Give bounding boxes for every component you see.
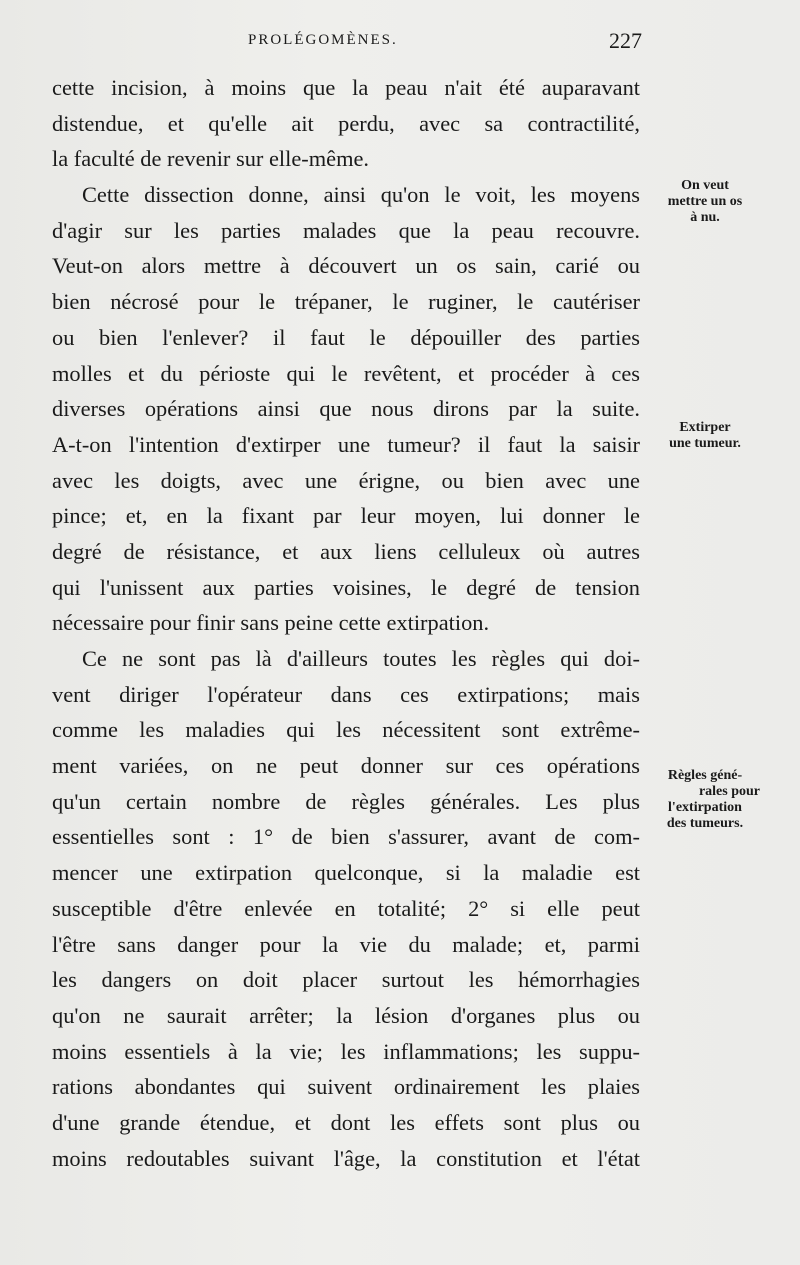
- margin-note-line: Règles géné-: [667, 768, 743, 783]
- text-line: bien nécrosé pour le trépaner, le ruginer, le cautériser: [52, 289, 640, 315]
- margin-note-line: rales pour: [698, 784, 760, 799]
- margin-note-line: mettre un os: [667, 194, 743, 209]
- text-line: Cette dissection donne, ainsi qu'on le voit, les moyens: [82, 182, 640, 208]
- text-line: Veut-on alors mettre à découvert un os sain, carié ou: [52, 253, 640, 279]
- text-line: susceptible d'être enlevée en totalité; 2° si elle peut: [52, 895, 640, 921]
- margin-note: [650, 420, 760, 452]
- margin-note-line: Extirper: [679, 420, 731, 435]
- text-line: comme les maladies qui les nécessitent sont extrême-: [52, 717, 640, 743]
- text-line: degré de résistance, et aux liens celluleux où autres: [52, 538, 640, 564]
- text-line: qui l'unissent aux parties voisines, le degré de tension: [52, 574, 640, 600]
- text-line: ou bien l'enlever? il faut le dépouiller des parties: [52, 324, 640, 350]
- text-line: les dangers on doit placer surtout les hémorrhagies: [52, 967, 640, 993]
- text-line: qu'un certain nombre de règles générales. Les plus: [52, 788, 640, 814]
- margin-note-line: une tumeur.: [669, 436, 741, 451]
- text-line: Ce ne sont pas là d'ailleurs toutes les règles qui doi-: [82, 646, 640, 671]
- body-text: [52, 70, 640, 1176]
- margin-note-line: des tumeurs.: [666, 816, 744, 831]
- text-line: essentielles sont : 1° de bien s'assurer, avant de com-: [52, 824, 640, 850]
- text-line: la faculté de revenir sur elle-même.: [52, 146, 370, 172]
- text-line: rations abondantes qui suivent ordinairement les plaies: [52, 1074, 640, 1100]
- text-line: d'une grande étendue, et dont les effets sont plus ou: [52, 1109, 640, 1135]
- margin-note: [650, 178, 760, 226]
- text-line: diverses opérations ainsi que nous dirons par la suite.: [52, 396, 640, 422]
- text-line: moins redoutables suivant l'âge, la constitution et l'état: [52, 1145, 640, 1171]
- text-line: distendue, et qu'elle ait perdu, avec sa contractilité,: [52, 110, 640, 136]
- text-line: nécessaire pour finir sans peine cette extirpation.: [52, 610, 490, 636]
- text-line: ment variées, on ne peut donner sur ces opérations: [52, 753, 640, 779]
- text-line: moins essentiels à la vie; les inflammations; les suppu-: [52, 1038, 640, 1064]
- text-line: avec les doigts, avec une érigne, ou bien avec une: [52, 467, 640, 493]
- text-line: l'être sans danger pour la vie du malade; et, parmi: [52, 931, 640, 957]
- text-line: qu'on ne saurait arrêter; la lésion d'organes plus ou: [52, 1002, 640, 1028]
- margin-note-line: à nu.: [690, 210, 720, 225]
- text-line: molles et du périoste qui le revêtent, et procéder à ces: [52, 360, 640, 386]
- running-head: PROLÉGOMÈNES.: [248, 32, 398, 48]
- margin-note-line: l'extirpation: [668, 800, 742, 815]
- text-line: cette incision, à moins que la peau n'ait été auparavant: [52, 75, 640, 100]
- page-number: 227: [609, 28, 642, 53]
- margin-note-line: On veut: [681, 178, 729, 193]
- text-line: pince; et, en la fixant par leur moyen, lui donner le: [52, 503, 640, 529]
- page-header: [52, 28, 642, 58]
- text-line: A-t-on l'intention d'extirper une tumeur? il faut la saisir: [52, 431, 640, 457]
- text-line: vent diriger l'opérateur dans ces extirpations; mais: [52, 681, 640, 707]
- text-line: d'agir sur les parties malades que la peau recouvre.: [52, 217, 640, 243]
- margin-note: [650, 768, 760, 832]
- text-line: mencer une extirpation quelconque, si la maladie est: [52, 860, 640, 886]
